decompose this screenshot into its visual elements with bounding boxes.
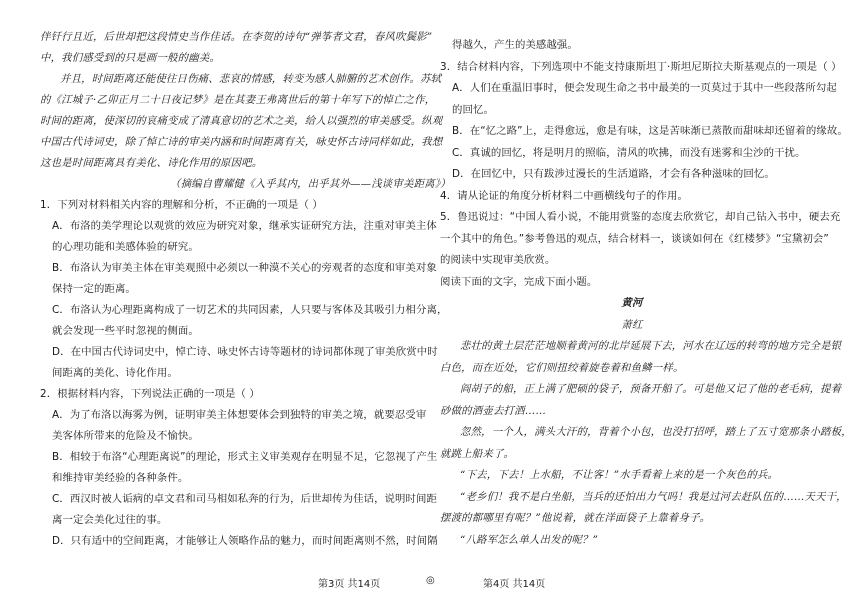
passage-line: 忽然，一个人，满头大汗的，背着个小包，也没打招呼，踏上了五寸宽那条小踏板， — [460, 426, 852, 438]
option-a: A．布洛的美学理论以观赏的效应为研究对象，继承实证研究方法，注重对审美主体 — [52, 220, 437, 232]
option-a: A．人们在重温旧事时，便会发现生命之书中最美的一页莫过于其中一些段落所勾起 — [452, 82, 837, 94]
text-line: 中国古代诗词史，除了悼亡诗的审美内涵和时间距离有关，咏史怀古诗同样如此，我想 — [40, 136, 443, 148]
page-number-left: 第3页 共14页 — [318, 579, 381, 590]
text-line: 这也是时间距离具有美化、诗化作用的原因吧。 — [40, 157, 263, 169]
option-b-cont: 保持一定的距离。 — [52, 283, 136, 295]
option-c-cont: 就会发现一些平时忽视的侧面。 — [52, 325, 199, 337]
text-line: 时间的距离，使深切的哀痛变成了清真意切的艺术之美，给人以强烈的审美感受。纵观 — [40, 115, 443, 127]
option-c: C．布洛认为心理距离构成了一切艺术的共同因素，人只要与客体及其吸引力相分离， — [52, 304, 448, 316]
reading-instruction: 阅读下面的文字，完成下面小题。 — [440, 276, 598, 288]
passage-line: 白色，而在近处，它们则扭绞着旋卷着和鱼鳞一样。 — [440, 362, 684, 374]
passage-line: “下去，下去！上水船，不让客！”水手看着上来的是一个灰色的兵。 — [460, 469, 779, 481]
question-5: 5．鲁迅说过：“中国人看小说，不能用赏鉴的态度去欣赏它，却自己钻入书中，硬去充 — [440, 211, 841, 223]
option-d: D．在中国古代诗词史中，悼亡诗、咏史怀古诗等题材的诗词都体现了审美欣赏中时 — [52, 346, 438, 358]
option-b-cont: 和维持审美经验的各种条件。 — [52, 472, 189, 484]
passage-line: 阎胡子的船，正上满了肥硕的袋子，预备开船了。可是他又记了他的老毛病，提着 — [460, 383, 842, 395]
page-number-right: 第4页 共14页 — [483, 579, 546, 590]
passage-line: “老乡们！我不是白坐船，当兵的还怕出力气吗！我是过河去赶队伍的……天天干， — [460, 491, 847, 503]
option-b: B．布洛认为审美主体在审美观照中必须以一种漠不关心的旁观者的态度和审美对象 — [52, 262, 437, 274]
option-d: D．在回忆中，只有跋涉过漫长的生活道路，才会有各种滋味的回忆。 — [452, 168, 775, 180]
option-c: C．西汉时被人诟病的卓文君和司马相如私奔的行为，后世却传为佳话，说明时间距 — [52, 493, 438, 505]
question-2: 2．根据材料内容，下列说法正确的一项是（ ） — [40, 388, 260, 400]
passage-line: 摆渡的都哪里有呢？”他说着，就在洋面袋子上靠着身子。 — [440, 512, 711, 524]
option-d-cont: 间距离的美化、诗化作用。 — [52, 367, 178, 379]
option-a-cont: 的回忆。 — [452, 104, 494, 116]
option-a: A．为了布洛以海雾为例，证明审美主体想要体会到独特的审美之境，就要忍受审 — [52, 409, 427, 421]
text-line: 伴钎行且近，后世却把这段情史当作佳话。在李贺的诗句“弹筝者文君，春风吹鬓影” — [40, 31, 433, 43]
center-mark: ◎ — [426, 575, 435, 586]
option-b: B．在“忆之路”上，走得愈远，愈是有味，这是苦味渐已蒸散而甜味却还留着的缘故。 — [452, 125, 848, 137]
option-a-cont: 的心理功能和美感体验的研究。 — [52, 241, 199, 253]
passage-line: 砂做的酒壶去打酒…… — [440, 405, 546, 417]
option-c-cont: 离一定会美化过往的事。 — [52, 514, 168, 526]
text-line: 的《江城子·乙卯正月二十日夜记梦》是在其妻王弗离世后的第十年写下的悼亡之作， — [40, 94, 436, 106]
passage-author: 萧红 — [621, 319, 643, 331]
text-line: 中，我们感受到的只是画一般的幽美。 — [40, 52, 221, 64]
option-d: D．只有适中的空间距离，才能够让人领略作品的魅力，而时间距离则不然，时间隔 — [52, 535, 438, 547]
question-4: 4．请从论证的角度分析材料二中画横线句子的作用。 — [440, 190, 688, 202]
passage-line: “八路军怎么单人出发的呢？” — [460, 533, 599, 546]
question-5-cont: 的阅读中实现审美欣赏。 — [440, 254, 556, 266]
option-a-cont: 美客体所带来的危险及不愉快。 — [52, 430, 199, 442]
passage-line: 悲壮的黄土层茫茫地顺着黄河的北岸延展下去，河水在辽远的转弯的地方完全是银 — [460, 340, 842, 352]
text-line: 并且，时间距离还能使往日伤痛、悲哀的情感，转变为感人肺腑的艺术创作。苏轼 — [60, 73, 442, 85]
question-1: 1．下列对材料相关内容的理解和分析，不正确的一项是（ ） — [40, 199, 323, 211]
question-5-cont: 一个其中的角色。”参考鲁迅的观点，结合材料一，谈谈如何在《红楼梦》“宝黛初会” — [440, 233, 829, 245]
source-citation: （摘编自曹耀健《入乎其内，出乎其外——浅谈审美距离》） — [170, 178, 451, 190]
option-b: B．相较于布洛“心理距离说”的理论，形式主义审美观存在明显不足，它忽视了产生 — [52, 451, 438, 463]
question-3: 3．结合材料内容，下列选项中不能支持康斯坦丁·斯坦尼斯拉夫斯基观点的一项是（ ） — [440, 61, 842, 73]
option-c: C．真诚的回忆，将是明月的照临，清风的吹拂，而没有迷雾和尘沙的干扰。 — [452, 147, 806, 159]
text-line: 得越久，产生的美感越强。 — [452, 39, 578, 51]
passage-line: 就跳上船来了。 — [440, 448, 515, 460]
passage-title: 黄河 — [621, 297, 643, 309]
